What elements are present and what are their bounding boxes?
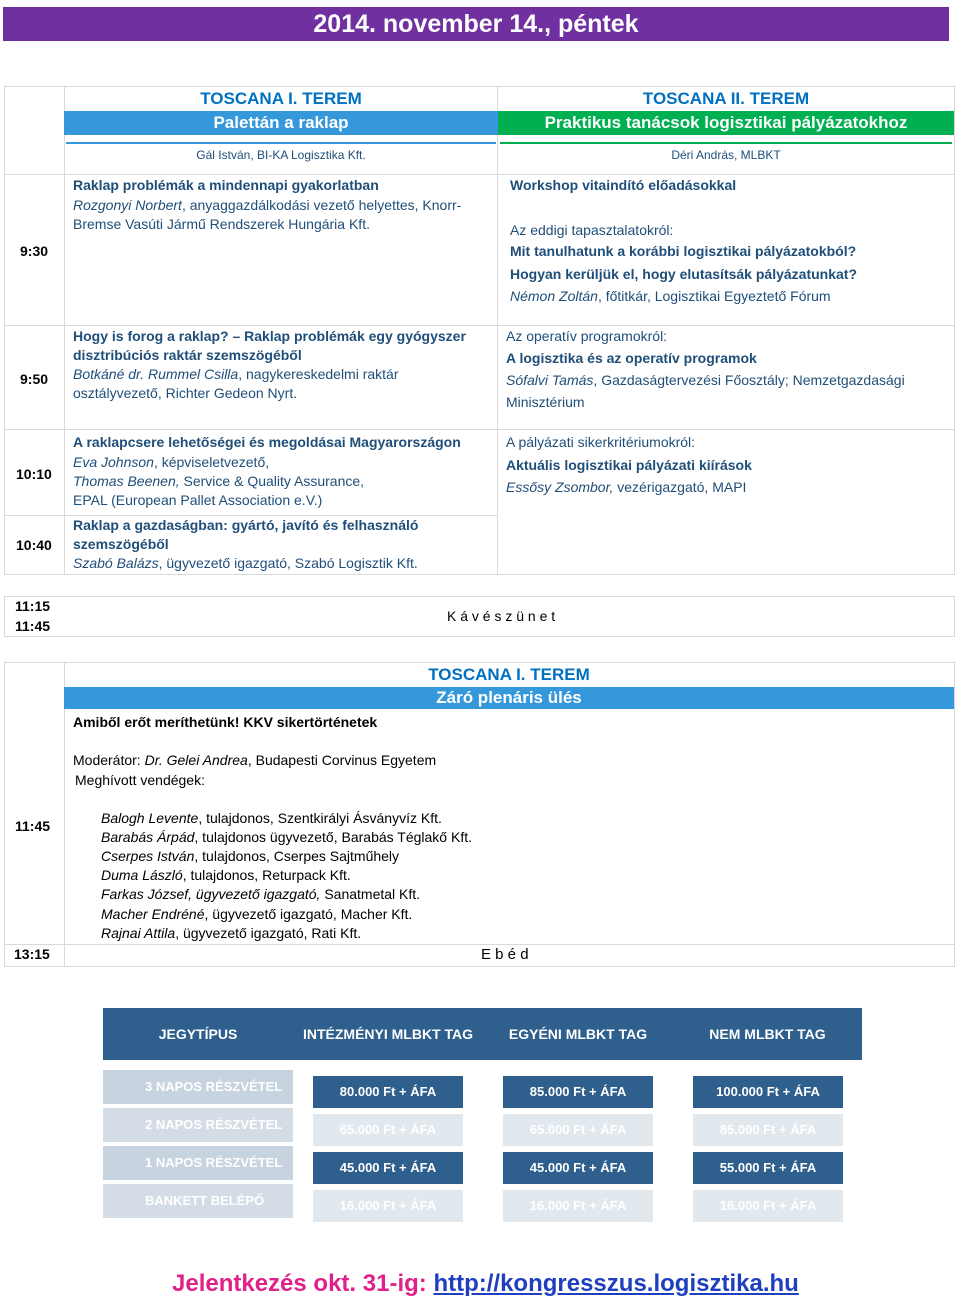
speaker-role: , főtitkár, Logisztikai Egyeztető Fórum — [597, 288, 831, 304]
speaker-name: Szabó Balázs — [73, 555, 159, 571]
time-950: 9:50 — [20, 371, 49, 387]
speaker-role: , nagykereskedelmi raktár — [238, 366, 399, 382]
guest-item — [101, 924, 361, 944]
s950-left-speaker-line — [73, 365, 399, 385]
speaker-role: Service & Quality Assurance, — [179, 473, 365, 489]
price-cell: 16.000 Ft + ÁFA — [693, 1190, 843, 1222]
hall-left-chair: Gál István, BI-KA Logisztika Kft. — [196, 148, 366, 162]
guest-item — [101, 809, 442, 829]
s1040-title2: szemszögéből — [73, 536, 169, 552]
hall-left-title: Palettán a raklap — [64, 111, 498, 135]
price-cell: 65.000 Ft + ÁFA — [503, 1114, 653, 1146]
speaker-name: Sófalvi Tamás — [506, 372, 594, 388]
registration-footer — [172, 1270, 799, 1298]
guest-name: Farkas József, ügyvezető igazgató, — [101, 886, 321, 902]
title-part-a: Hogy is forog a raklap? — [73, 328, 229, 344]
price-cell: 45.000 Ft + ÁFA — [503, 1152, 653, 1184]
time-1145-plenary: 11:45 — [15, 818, 51, 834]
s1010-speaker2 — [73, 472, 364, 492]
price-cell: 16.000 Ft + ÁFA — [313, 1190, 463, 1222]
time-1315: 13:15 — [14, 946, 50, 962]
guest-item — [101, 847, 399, 867]
guest-role: , tulajdonos, Cserpes Sajtműhely — [194, 848, 400, 864]
guest-role: , tulajdonos, Returpack Kft. — [182, 867, 351, 883]
s930-left-speaker-line — [73, 196, 461, 216]
price-cell: 80.000 Ft + ÁFA — [313, 1076, 463, 1108]
hall-right-room: TOSCANA II. TEREM — [642, 89, 810, 108]
price-cell: 55.000 Ft + ÁFA — [693, 1152, 843, 1184]
s930-right-title: Workshop vitaindító előadásokkal — [510, 177, 737, 193]
registration-link[interactable]: http://kongresszus.logisztika.hu — [433, 1270, 799, 1297]
s1040-speaker-line — [73, 554, 418, 574]
s950-right-intro: Az operatív programokról: — [506, 328, 668, 344]
price-cell: 100.000 Ft + ÁFA — [693, 1076, 843, 1108]
s930-left-org: Bremse Vasúti Jármű Rendszerek Hungária Kft. — [73, 216, 370, 232]
time-1145: 11:45 — [15, 618, 51, 634]
time-930: 9:30 — [20, 243, 49, 259]
price-cell: 45.000 Ft + ÁFA — [313, 1152, 463, 1184]
speaker-role: , képviseletvezető, — [153, 454, 270, 470]
plenary-session: Amiből erőt meríthetünk! KKV sikertörténetek — [73, 714, 378, 730]
registration-text: Jelentkezés okt. 31-ig: — [172, 1270, 434, 1297]
price-cell: 16.000 Ft + ÁFA — [503, 1190, 653, 1222]
s930-left-title: Raklap problémák a mindennapi gyakorlatban — [73, 177, 379, 193]
time-1010: 10:10 — [16, 466, 52, 482]
guest-role: Sanatmetal Kft. — [320, 886, 421, 902]
speaker-role: , ügyvezető igazgató, Szabó Logisztik Kft. — [158, 555, 418, 571]
s950-left-org: osztályvezető, Richter Gedeon Nyrt. — [73, 385, 298, 401]
guest-name: Rajnai Attila — [101, 925, 176, 941]
s1010-left-title: A raklapcsere lehetőségei és megoldásai Magyarországon — [73, 434, 461, 450]
price-cell: 85.000 Ft + ÁFA — [503, 1076, 653, 1108]
guest-role: , ügyvezető igazgató, Rati Kft. — [175, 925, 362, 941]
guests-label: Meghívott vendégek: — [75, 772, 205, 788]
time-1040: 10:40 — [16, 537, 52, 553]
price-header-institutional: INTÉZMÉNYI MLBKT TAG — [293, 1008, 483, 1060]
speaker-name: Thomas Beenen, — [73, 473, 180, 489]
price-row-label: BANKETT BELÉPŐ — [103, 1184, 293, 1218]
guest-name: Duma László — [101, 867, 183, 883]
guest-role: , ügyvezető igazgató, Macher Kft. — [204, 906, 413, 922]
plenary-time-col — [4, 662, 65, 967]
s950-left-title1 — [73, 327, 466, 347]
lunch-label: E b é d — [481, 946, 529, 963]
s1010-speaker2-org: EPAL (European Pallet Association e.V.) — [73, 492, 323, 508]
plenary-title: Záró plenáris ülés — [64, 687, 954, 709]
guest-role: , tulajdonos ügyvezető, Barabás Téglakő Kft. — [194, 829, 472, 845]
s1010-right-intro: A pályázati sikerkritériumokról: — [506, 434, 696, 450]
hall-left-rule — [66, 142, 496, 144]
speaker-name: Eva Johnson — [73, 454, 154, 470]
price-row-label: 1 NAPOS RÉSZVÉTEL — [103, 1146, 293, 1180]
guest-item — [101, 905, 412, 925]
price-cell: 65.000 Ft + ÁFA — [313, 1114, 463, 1146]
hall-right-title: Praktikus tanácsok logisztikai pályázatokhoz — [498, 111, 954, 135]
hall-right-chair: Déri András, MLBKT — [671, 148, 781, 162]
guest-name: Cserpes István — [101, 848, 195, 864]
speaker-role: , anyaggazdálkodási vezető helyettes, Knorr- — [181, 197, 462, 213]
speaker-name: Némon Zoltán — [510, 288, 598, 304]
moderator-org: , Budapesti Corvinus Egyetem — [247, 752, 437, 768]
price-table — [103, 1008, 862, 1228]
guest-item — [101, 828, 472, 848]
speaker-name: Rozgonyi Norbert — [73, 197, 182, 213]
moderator-name: Dr. Gelei Andrea — [144, 752, 248, 768]
lunch-row — [4, 944, 955, 967]
price-header-individual: EGYÉNI MLBKT TAG — [483, 1008, 673, 1060]
s1010-speaker1 — [73, 453, 269, 473]
speaker-role: vezérigazgató, MAPI — [613, 479, 747, 495]
speaker-name: Botkáné dr. Rummel Csilla — [73, 366, 239, 382]
s950-right-speaker-line — [506, 371, 905, 391]
price-cell: 85.000 Ft + ÁFA — [693, 1114, 843, 1146]
s950-left-title2: disztribúciós raktár szemszögéből — [73, 347, 302, 363]
hall-right-rule — [500, 142, 952, 144]
s950-right-org: Minisztérium — [506, 394, 585, 410]
s930-right-q1: Mit tanulhatunk a korábbi logisztikai pályázatokból? — [510, 243, 857, 259]
guest-name: Balogh Levente — [101, 810, 199, 826]
s930-right-intro: Az eddigi tapasztalatokról: — [510, 222, 674, 238]
guest-item — [101, 885, 420, 905]
hall-left-room: TOSCANA I. TEREM — [200, 89, 362, 108]
s1010-right-speaker-line — [506, 478, 746, 498]
s950-right-title: A logisztika és az operatív programok — [506, 350, 757, 366]
coffee-break-label: K á v é s z ü n e t — [447, 608, 556, 624]
plenary-room: TOSCANA I. TEREM — [428, 665, 590, 684]
s930-right-speaker-line — [510, 287, 831, 307]
page-title: 2014. november 14., péntek — [3, 7, 949, 41]
speaker-name: Essősy Zsombor, — [506, 479, 614, 495]
title-part-b: – Raklap problémák egy gyógyszer — [228, 328, 466, 344]
s930-right-q2: Hogyan kerüljük el, hogy elutasítsák pályázatunkat? — [510, 266, 857, 282]
s1040-title1: Raklap a gazdaságban: gyártó, javító és felhasználó — [73, 517, 419, 533]
price-row-label: 2 NAPOS RÉSZVÉTEL — [103, 1108, 293, 1142]
price-header-nonmember: NEM MLBKT TAG — [673, 1008, 862, 1060]
time-1115: 11:15 — [15, 598, 51, 614]
price-header-type: JEGYTÍPUS — [103, 1008, 293, 1060]
plenary-moderator — [73, 751, 436, 771]
guest-name: Barabás Árpád — [101, 829, 195, 845]
guest-name: Macher Endréné — [101, 906, 205, 922]
guest-role: , tulajdonos, Szentkirályi Ásványvíz Kft. — [198, 810, 442, 826]
price-row-label: 3 NAPOS RÉSZVÉTEL — [103, 1070, 293, 1104]
guest-item — [101, 866, 351, 886]
speaker-role: , Gazdaságtervezési Főosztály; Nemzetgazdasági — [593, 372, 905, 388]
moderator-label: Moderátor: — [73, 752, 145, 768]
s1010-right-title: Aktuális logisztikai pályázati kiírások — [506, 457, 752, 473]
